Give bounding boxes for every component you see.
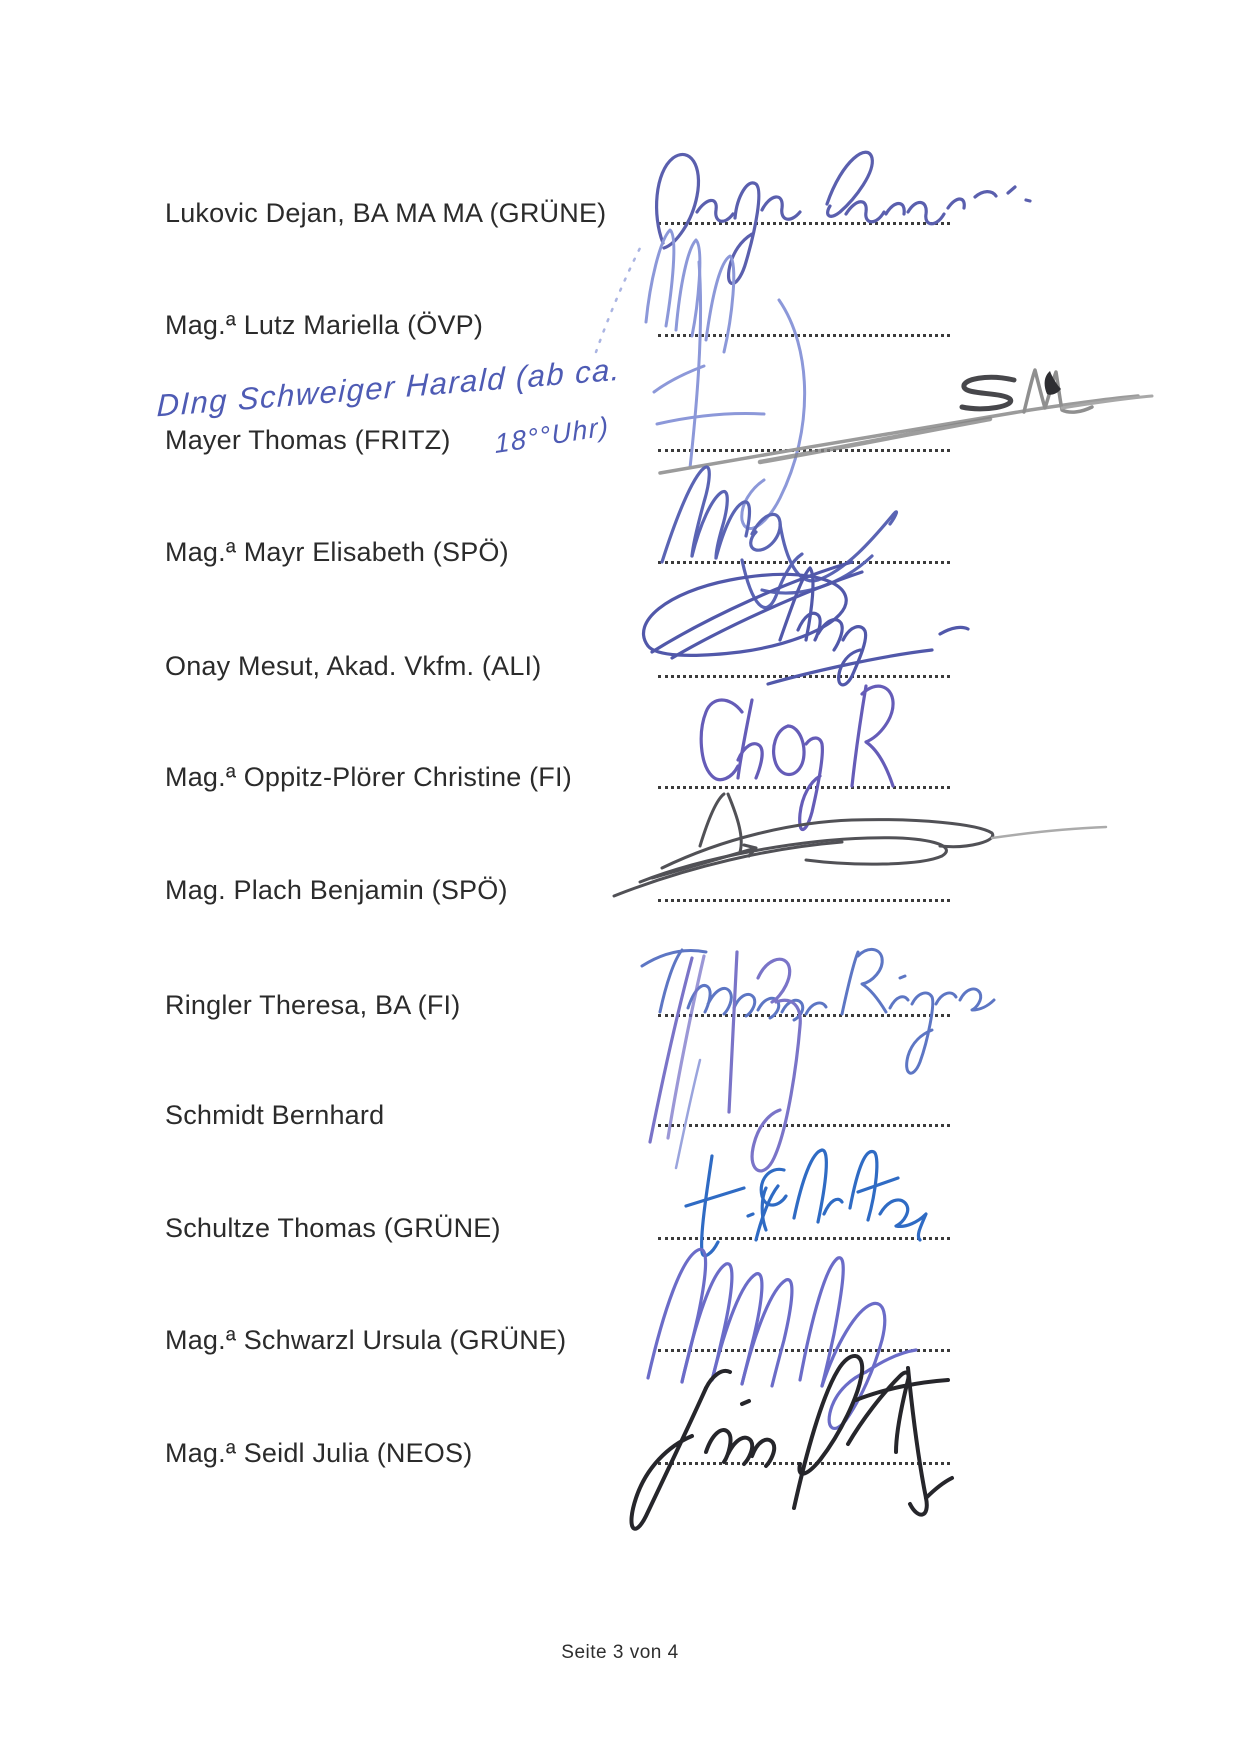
page-indicator: Seite 3 von 4: [561, 1642, 679, 1663]
signatory-name: Mag.ª Schwarzl Ursula (GRÜNE): [165, 1325, 567, 1355]
signatory-name: Mag.ª Seidl Julia (NEOS): [165, 1438, 473, 1468]
signatory-name: Schultze Thomas (GRÜNE): [165, 1213, 501, 1243]
signatory-row: [0, 747, 1240, 792]
signatory-row: [0, 975, 1240, 1020]
signature-line: [658, 786, 950, 789]
signatory-name: Mag.ª Lutz Mariella (ÖVP): [165, 310, 484, 340]
signatory-name: Mayer Thomas (FRITZ): [165, 425, 451, 455]
signatory-row: [0, 1198, 1240, 1243]
signature-line: [658, 1124, 950, 1127]
signatory-name: Mag.ª Mayr Elisabeth (SPÖ): [165, 537, 509, 567]
signatory-name: Lukovic Dejan, BA MA MA (GRÜNE): [165, 198, 607, 228]
signatory-row: [0, 1310, 1240, 1355]
signatory-row: [0, 295, 1240, 340]
signature-line: [658, 1237, 950, 1240]
signatory-row: [0, 860, 1240, 905]
signature-line: [658, 561, 950, 564]
signature-line: [658, 1462, 950, 1465]
signatory-name: Mag. Plach Benjamin (SPÖ): [165, 875, 508, 905]
signature-line: [658, 449, 950, 452]
signature-line: [658, 675, 950, 678]
signatory-name: Schmidt Bernhard: [165, 1100, 385, 1130]
handwritten-note-line1: DIng Schweiger Harald (ab ca.: [156, 351, 622, 424]
signatory-row: [0, 183, 1240, 228]
signatory-name: Onay Mesut, Akad. Vkfm. (ALI): [165, 651, 542, 681]
signature-line: [658, 1349, 950, 1352]
signature-line: [658, 222, 950, 225]
signature-line: [658, 1014, 950, 1017]
signatory-row: [0, 636, 1240, 681]
signature-line: [658, 334, 950, 337]
signatory-row: [0, 1085, 1240, 1130]
signatory-name: Mag.ª Oppitz-Plörer Christine (FI): [165, 762, 572, 792]
signature-lutz: [596, 230, 805, 529]
signatory-row: [0, 1423, 1240, 1468]
handwritten-note-line2: 18°°Uhr): [493, 410, 611, 460]
signatory-name: Ringler Theresa, BA (FI): [165, 990, 461, 1020]
signature-line: [658, 899, 950, 902]
signatory-row: [0, 522, 1240, 567]
